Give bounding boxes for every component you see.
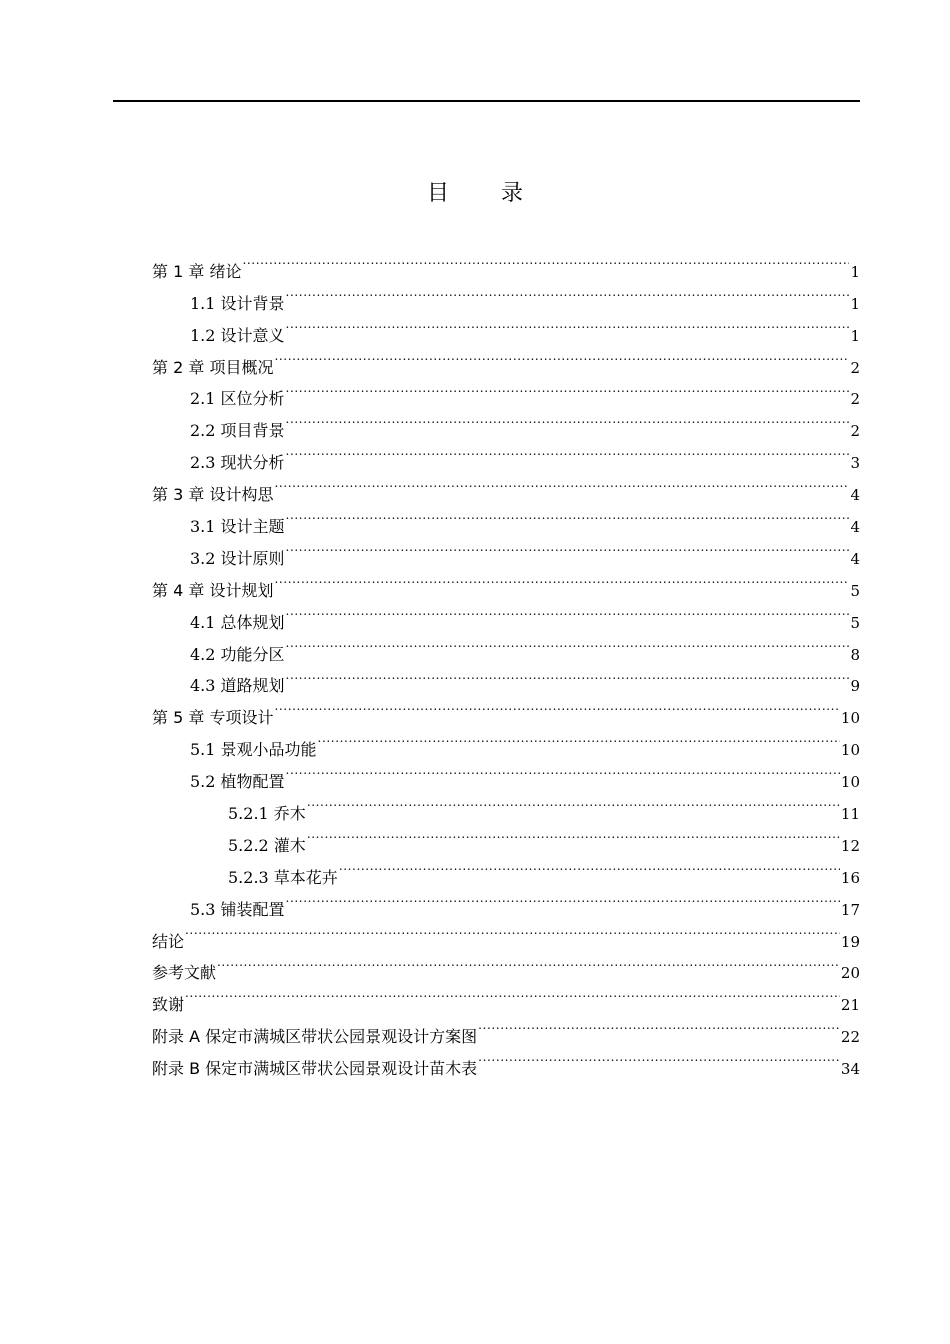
toc-entry-label: 5.2 植物配置 [190,772,285,792]
toc-dot-leader [286,277,850,309]
header-rule [113,100,860,102]
toc-entry-label: 参考文献 [152,963,217,983]
toc-dot-leader [185,915,840,947]
toc-dot-leader [318,723,840,755]
toc-entry-page-number: 3 [850,454,860,473]
toc-entry-page-number: 4 [850,486,860,505]
toc-entry-label: 1.2 设计意义 [190,325,285,345]
toc-entry-label: 5.2.3 草本花卉 [228,867,338,887]
toc-entry[interactable] [152,1010,860,1047]
toc-entry-label: 4.3 道路规划 [190,676,285,696]
toc-dot-leader [286,883,840,915]
toc-entry-page-number: 12 [840,836,860,855]
toc-entry-page-number: 10 [840,741,860,760]
toc-dot-leader [274,564,849,596]
toc-dot-leader [274,468,849,500]
toc-dot-leader [274,691,839,723]
toc-entry-label: 第 4 章 设计规划 [152,580,274,600]
toc-entry-label: 5.1 景观小品功能 [190,740,317,760]
toc-entry-page-number: 19 [840,932,860,951]
toc-entry-page-number: 1 [850,262,860,281]
page-title [0,178,950,210]
toc-dot-leader [478,1042,840,1074]
table-of-contents [152,245,860,1079]
toc-entry-page-number: 2 [850,358,860,377]
toc-entry-page-number: 1 [850,326,860,345]
toc-dot-leader [286,500,850,532]
toc-dot-leader [242,245,849,277]
toc-dot-leader [307,819,840,851]
page-title-char-2: 录 [501,181,524,206]
toc-entry-page-number: 8 [850,645,860,664]
toc-entry[interactable] [152,978,860,1015]
toc-entry-label: 5.2.1 乔木 [228,804,306,824]
toc-entry-label: 1.1 设计背景 [190,293,285,313]
toc-dot-leader [286,532,850,564]
toc-dot-leader [286,660,850,692]
toc-dot-leader [274,341,849,373]
toc-entry-label: 2.1 区位分析 [190,389,285,409]
toc-dot-leader [339,851,840,883]
toc-entry-label: 结论 [152,931,185,951]
toc-entry-page-number: 11 [840,805,860,824]
toc-entry-page-number: 5 [850,581,860,600]
toc-entry-page-number: 10 [840,773,860,792]
toc-dot-leader [286,628,850,660]
toc-entry[interactable] [152,947,860,983]
toc-entry[interactable] [152,245,860,281]
toc-entry-page-number: 2 [850,390,860,409]
toc-entry-label: 致谢 [152,995,185,1015]
toc-entry-label: 附录 B 保定市满城区带状公园景观设计苗木表 [152,1059,478,1079]
toc-entry-label: 附录 A 保定市满城区带状公园景观设计方案图 [152,1027,478,1047]
toc-dot-leader [307,787,840,819]
toc-entry-label: 第 3 章 设计构思 [152,485,274,505]
toc-entry-page-number: 20 [840,964,860,983]
toc-entry-page-number: 10 [840,709,860,728]
toc-entry-label: 3.2 设计原则 [190,548,285,568]
toc-dot-leader [286,755,840,787]
toc-entry-page-number: 2 [850,422,860,441]
toc-entry-label: 4.2 功能分区 [190,644,285,664]
toc-dot-leader [217,947,840,979]
toc-entry[interactable] [152,277,860,313]
toc-entry-label: 第 1 章 绪论 [152,261,242,281]
toc-entry-page-number: 16 [840,868,860,887]
toc-dot-leader [286,596,850,628]
toc-entry-page-number: 22 [840,1028,860,1047]
toc-entry-page-number: 5 [850,613,860,632]
toc-entry-page-number: 21 [840,996,860,1015]
toc-dot-leader [478,1010,840,1042]
page-title-char-1: 目 [426,181,449,206]
toc-entry-label: 5.2.2 灌木 [228,835,306,855]
toc-entry-label: 4.1 总体规划 [190,612,285,632]
toc-entry-page-number: 34 [840,1060,860,1079]
toc-entry-page-number: 9 [850,677,860,696]
toc-entry-page-number: 1 [850,294,860,313]
toc-entry-page-number: 4 [850,518,860,537]
toc-dot-leader [286,309,850,341]
toc-dot-leader [185,978,840,1010]
toc-entry-label: 2.3 现状分析 [190,453,285,473]
toc-entry-label: 3.1 设计主题 [190,517,285,537]
toc-entry-page-number: 17 [840,900,860,919]
toc-entry-label: 2.2 项目背景 [190,421,285,441]
toc-entry-page-number: 4 [850,549,860,568]
toc-dot-leader [286,404,850,436]
toc-entry-label: 5.3 铺装配置 [190,899,285,919]
toc-entry[interactable] [152,915,860,951]
toc-entry-label: 第 5 章 专项设计 [152,708,274,728]
toc-entry-label: 第 2 章 项目概况 [152,357,274,377]
toc-dot-leader [286,436,850,468]
toc-dot-leader [286,373,850,405]
